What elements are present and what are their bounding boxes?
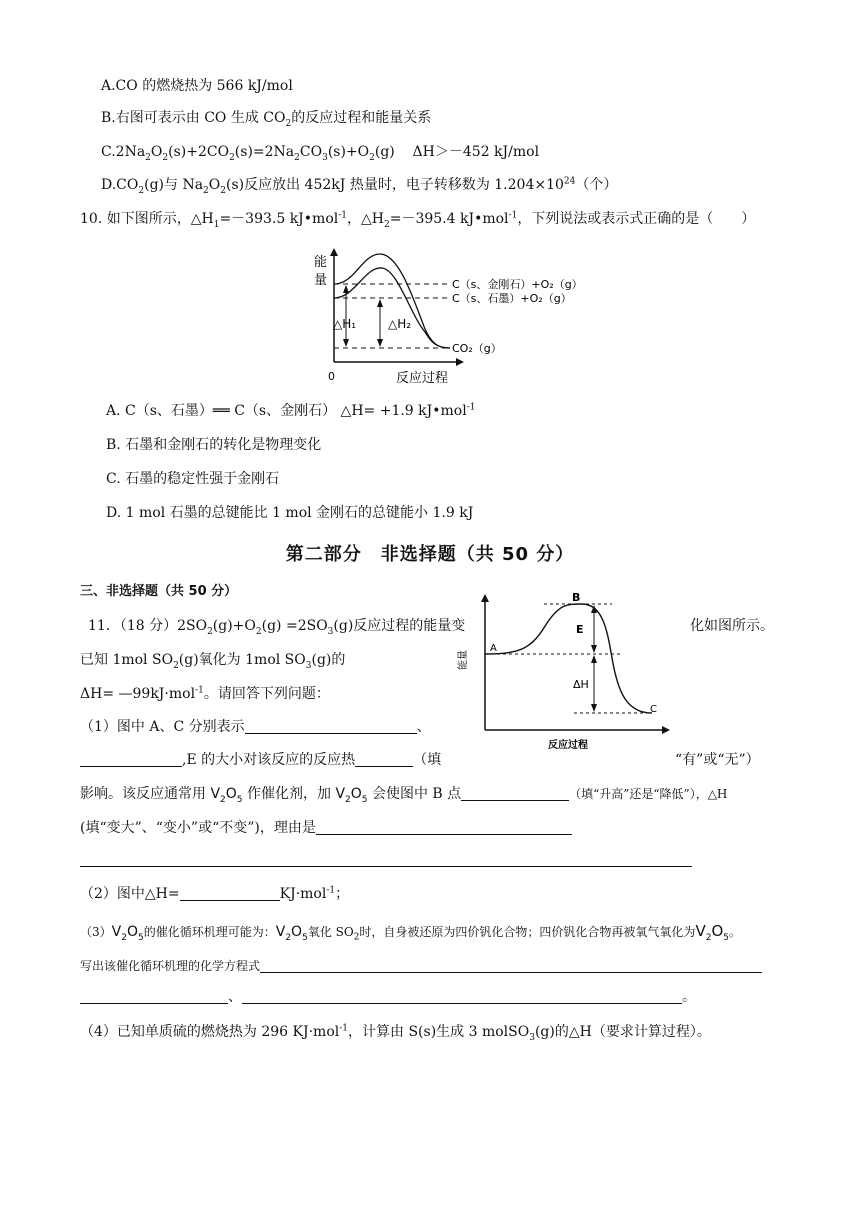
answer-blank-reason[interactable] (316, 819, 572, 835)
q10-ylabel-top: 能 (314, 255, 328, 270)
answer-blank-b-point[interactable] (461, 785, 569, 801)
q9-option-a: A.CO 的燃烧热为 566 kJ/mol (101, 78, 293, 94)
answer-blank-equation-1[interactable] (260, 957, 762, 973)
answer-blank-equation-3[interactable] (242, 988, 682, 1004)
q11-energy-diagram (452, 588, 678, 754)
q9-option-d: $D.CO_2(g)$与 $Na_2O_2(s)$反应放出 452kJ 热量时，电子转移数为 $1.204\times 10^{24}$（个） (101, 176, 618, 196)
q10-origin: 0 (328, 370, 335, 383)
q11-xlabel: 反应过程 (548, 740, 588, 751)
q11-part4: （4）已知单质硫的燃烧热为 296 KJ·mol$^{-1}$，计算由 S(s)生成 3 molSO$_3$(g)的△H（要求计算过程）。 (80, 1023, 711, 1043)
q10-graphite-label: C（s、石墨）+O₂（g） (452, 292, 572, 305)
part2-title: 第二部分 非选择题（共 50 分） (285, 544, 575, 565)
q11-point-a: A (490, 643, 497, 654)
q10-curve-diamond (334, 254, 450, 348)
q11-part3: $(3)V_2O_5$的催化循环机理可能为：$V_2O_5$氧化 $SO_2$时，自身被还原为四价钒化合物；四价钒化合物再被氧气氧化为$V_2O_5$。 (80, 922, 741, 943)
q11-point-c: C (650, 704, 657, 715)
q10-ylabel-bottom: 量 (314, 273, 328, 288)
q11-intro-right: 化如图所示。 (690, 618, 774, 634)
q11-e-label: E (576, 623, 584, 636)
q10-option-a: A. C（s、石墨）══ C（s、金刚石） △H= +1.9 kJ•mol$^{-1}$ (106, 402, 476, 419)
q10-x-arrow (456, 358, 464, 366)
q10-y-arrow (330, 248, 338, 256)
q10-co2-label: CO₂（g） (452, 342, 502, 355)
q11-part1-line2: ,E 的大小对该反应的反应热 （填 (80, 750, 441, 770)
q10-dh2-label: △H₂ (388, 317, 412, 331)
q11-part2: （2）图中△H= KJ·mol$^{-1}$； (80, 885, 350, 902)
answer-line-reason-2[interactable] (80, 866, 692, 867)
q10-diamond-label: C（s、金刚石）+O₂（g） (452, 278, 583, 291)
q10-option-d: D. 1 mol 石墨的总键能比 1 mol 金刚石的总键能小 1.9 kJ (106, 505, 474, 521)
q11-ylabel: 能量 (458, 650, 469, 670)
q11-part3-line2: 写出该催化循环机理的化学方程式 (80, 956, 762, 976)
q11-part1: （1）图中 A、C 分别表示 、 (80, 719, 431, 735)
q10-option-b: B. 石墨和金刚石的转化是物理变化 (106, 437, 322, 453)
q10-option-c: C. 石墨的稳定性强于金刚石 (106, 471, 280, 487)
q11-part1-line4: (填“变大”、“变小”或“不变”)，理由是 (80, 818, 572, 838)
section3-heading: 三、非选择题（共 50 分） (80, 584, 238, 599)
q10-energy-diagram (300, 244, 590, 386)
q11-point-b: B (572, 591, 581, 604)
q9-option-b: B.右图可表示由 CO 生成 $CO_2$的反应过程和能量关系 (101, 110, 432, 129)
q11-intro: 11．（18 分）$2SO_2(g)+O_2(g) =2SO_3(g)$反应过程的能量变 (88, 618, 466, 637)
q11-line2: 已知 1mol $SO_2(g)$氧化为 1mol $SO_3(g)$的 (80, 652, 346, 671)
q11-dh-label: ΔH (573, 678, 589, 691)
answer-blank-equation-2[interactable] (80, 988, 228, 1004)
q11-part1-line3: 影响。该反应通常用 $V_2O_5$ 作催化剂，加 $V_2O_5$ 会使图中 B 点 （填“升高”还是“降低”），△H (80, 786, 728, 805)
q11-curve (485, 604, 652, 713)
q10-stem: 10. 如下图所示，$\triangle H_1=-393.5$ kJ•mol$^{-1}$，$\triangle H_2=-395.4$ kJ•mol$^{-1}$，下列说法或表示式正确的是（ ） (80, 210, 756, 230)
answer-blank-a[interactable] (245, 718, 417, 734)
q10-xlabel: 反应过程 (396, 371, 449, 386)
q9-option-c: $C.2Na_2O_2(s)+2CO_2(s)=2Na_2CO_3(s)+O_2(g)$ ΔH＞－452 kJ/mol (101, 144, 540, 163)
q11-part3-line3: 、 。 (80, 987, 696, 1007)
q10-dh1-label: △H₁ (333, 317, 357, 331)
q10-curve-graphite (334, 268, 450, 348)
answer-blank-dh[interactable] (180, 885, 280, 901)
q11-part1-right: “有”或“无”） (675, 752, 760, 768)
answer-blank-e-effect[interactable] (355, 751, 413, 767)
q11-line3: ΔH= —99kJ·mol$^{-1}$。请回答下列问题： (80, 685, 330, 702)
answer-blank-c[interactable] (80, 751, 182, 767)
